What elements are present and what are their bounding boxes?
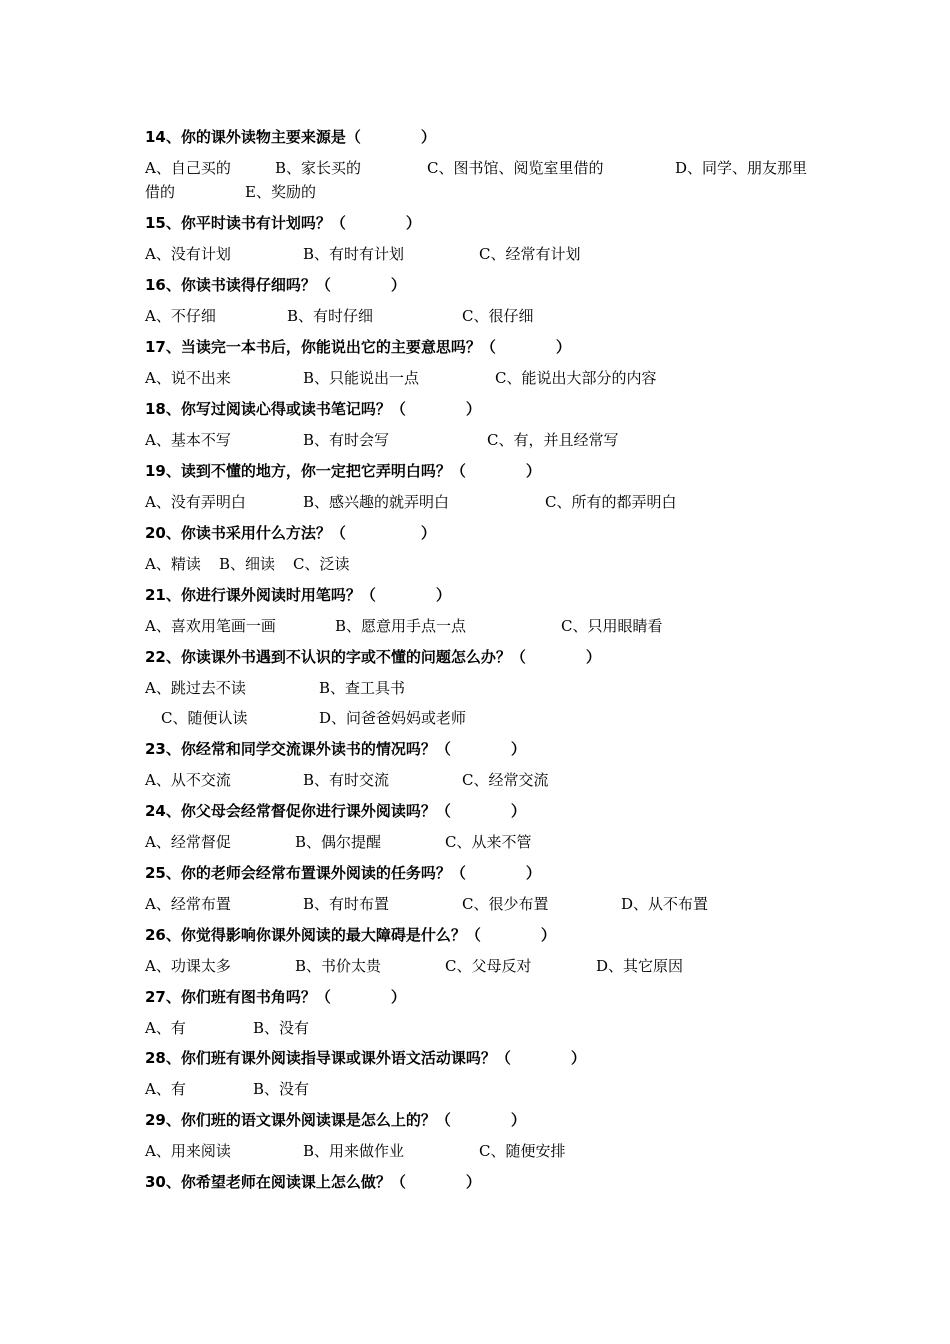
option-text: C、只用眼睛看 bbox=[561, 617, 663, 635]
option-text: E、奖励的 bbox=[245, 183, 316, 201]
option-text: D、同学、朋友那里 bbox=[675, 159, 808, 177]
option-text: B、有时交流 bbox=[303, 771, 390, 789]
option-text: B、偶尔提醒 bbox=[295, 833, 382, 851]
option-text: B、书价太贵 bbox=[295, 957, 382, 975]
question-22-options-row bbox=[145, 676, 825, 700]
option-text: A、精读 bbox=[145, 555, 201, 573]
option-text: B、有时布置 bbox=[303, 895, 390, 913]
question-16-options-row bbox=[145, 304, 825, 328]
option-text: C、能说出大部分的内容 bbox=[495, 369, 657, 387]
option-text: B、没有 bbox=[253, 1080, 310, 1098]
option-text: B、感兴趣的就弄明白 bbox=[303, 493, 450, 511]
question-20: 20、你读书采用什么方法？（ ） bbox=[145, 524, 436, 542]
option-text: C、随便安排 bbox=[479, 1142, 566, 1160]
option-text: A、用来阅读 bbox=[145, 1142, 231, 1160]
option-text: D、其它原因 bbox=[596, 957, 684, 975]
option-text: B、愿意用手点一点 bbox=[335, 617, 467, 635]
option-text: A、基本不写 bbox=[145, 431, 231, 449]
option-text: 借的 bbox=[145, 183, 176, 201]
option-text: D、问爸爸妈妈或老师 bbox=[319, 709, 467, 727]
option-text: B、查工具书 bbox=[319, 679, 406, 697]
question-18-options-row bbox=[145, 428, 825, 452]
option-text: D、从不布置 bbox=[621, 895, 709, 913]
option-text: A、有 bbox=[145, 1080, 186, 1098]
question-19: 19、读到不懂的地方，你一定把它弄明白吗？（ ） bbox=[145, 462, 541, 480]
option-text: B、用来做作业 bbox=[303, 1142, 405, 1160]
option-text: A、没有弄明白 bbox=[145, 493, 246, 511]
question-26: 26、你觉得影响你课外阅读的最大障碍是什么？（ ） bbox=[145, 926, 556, 944]
option-text: A、不仔细 bbox=[145, 307, 216, 325]
option-text: A、从不交流 bbox=[145, 771, 231, 789]
question-30: 30、你希望老师在阅读课上怎么做？（ ） bbox=[145, 1173, 481, 1191]
question-24-options-row bbox=[145, 830, 825, 854]
option-text: A、说不出来 bbox=[145, 369, 231, 387]
option-text: C、所有的都弄明白 bbox=[545, 493, 677, 511]
question-17-options-row bbox=[145, 366, 825, 390]
option-text: C、经常交流 bbox=[462, 771, 549, 789]
option-text: C、泛读 bbox=[293, 555, 350, 573]
option-text: B、有时有计划 bbox=[303, 245, 405, 263]
question-23: 23、你经常和同学交流课外读书的情况吗？（ ） bbox=[145, 740, 526, 758]
option-text: B、有时会写 bbox=[303, 431, 390, 449]
question-22-options-row bbox=[145, 706, 825, 730]
question-21-options-row bbox=[145, 614, 825, 638]
option-text: C、经常有计划 bbox=[479, 245, 581, 263]
question-19-options-row bbox=[145, 490, 825, 514]
option-text: B、只能说出一点 bbox=[303, 369, 420, 387]
question-25-options-row bbox=[145, 892, 825, 916]
option-text: A、喜欢用笔画一画 bbox=[145, 617, 276, 635]
question-15: 15、你平时读书有计划吗？（ ） bbox=[145, 214, 421, 232]
question-27-options-row bbox=[145, 1016, 825, 1040]
question-28: 28、你们班有课外阅读指导课或课外语文活动课吗？（ ） bbox=[145, 1049, 586, 1067]
option-text: C、父母反对 bbox=[445, 957, 532, 975]
option-text: B、没有 bbox=[253, 1019, 310, 1037]
question-28-options-row bbox=[145, 1077, 825, 1101]
question-21: 21、你进行课外阅读时用笔吗？（ ） bbox=[145, 586, 451, 604]
question-20-options-row bbox=[145, 552, 825, 576]
option-text: C、从来不管 bbox=[445, 833, 532, 851]
question-15-options-row bbox=[145, 242, 825, 266]
option-text: C、随便认读 bbox=[161, 709, 248, 727]
option-text: A、功课太多 bbox=[145, 957, 231, 975]
option-text: B、有时仔细 bbox=[287, 307, 374, 325]
option-text: A、没有计划 bbox=[145, 245, 231, 263]
option-text: A、有 bbox=[145, 1019, 186, 1037]
option-text: C、有，并且经常写 bbox=[487, 431, 619, 449]
option-text: A、自己买的 bbox=[145, 159, 231, 177]
question-24: 24、你父母会经常督促你进行课外阅读吗？（ ） bbox=[145, 802, 526, 820]
option-text: A、经常督促 bbox=[145, 833, 231, 851]
option-text: C、很少布置 bbox=[462, 895, 549, 913]
question-29-options-row bbox=[145, 1139, 825, 1163]
question-17: 17、当读完一本书后，你能说出它的主要意思吗？（ ） bbox=[145, 338, 571, 356]
option-text: B、家长买的 bbox=[275, 159, 362, 177]
question-27: 27、你们班有图书角吗？（ ） bbox=[145, 988, 406, 1006]
option-text: A、经常布置 bbox=[145, 895, 231, 913]
question-25: 25、你的老师会经常布置课外阅读的任务吗？（ ） bbox=[145, 864, 541, 882]
option-text: C、很仔细 bbox=[462, 307, 534, 325]
question-14-options-row bbox=[145, 156, 825, 180]
question-29: 29、你们班的语文课外阅读课是怎么上的？（ ） bbox=[145, 1111, 526, 1129]
question-26-options-row bbox=[145, 954, 825, 978]
option-text: C、图书馆、阅览室里借的 bbox=[427, 159, 604, 177]
question-16: 16、你读书读得仔细吗？（ ） bbox=[145, 276, 406, 294]
question-14-options-row bbox=[145, 180, 825, 204]
question-23-options-row bbox=[145, 768, 825, 792]
question-18: 18、你写过阅读心得或读书笔记吗？（ ） bbox=[145, 400, 481, 418]
question-22: 22、你读课外书遇到不认识的字或不懂的问题怎么办？（ ） bbox=[145, 648, 601, 666]
option-text: A、跳过去不读 bbox=[145, 679, 246, 697]
question-14: 14、你的课外读物主要来源是（ ） bbox=[145, 128, 436, 146]
option-text: B、细读 bbox=[219, 555, 276, 573]
